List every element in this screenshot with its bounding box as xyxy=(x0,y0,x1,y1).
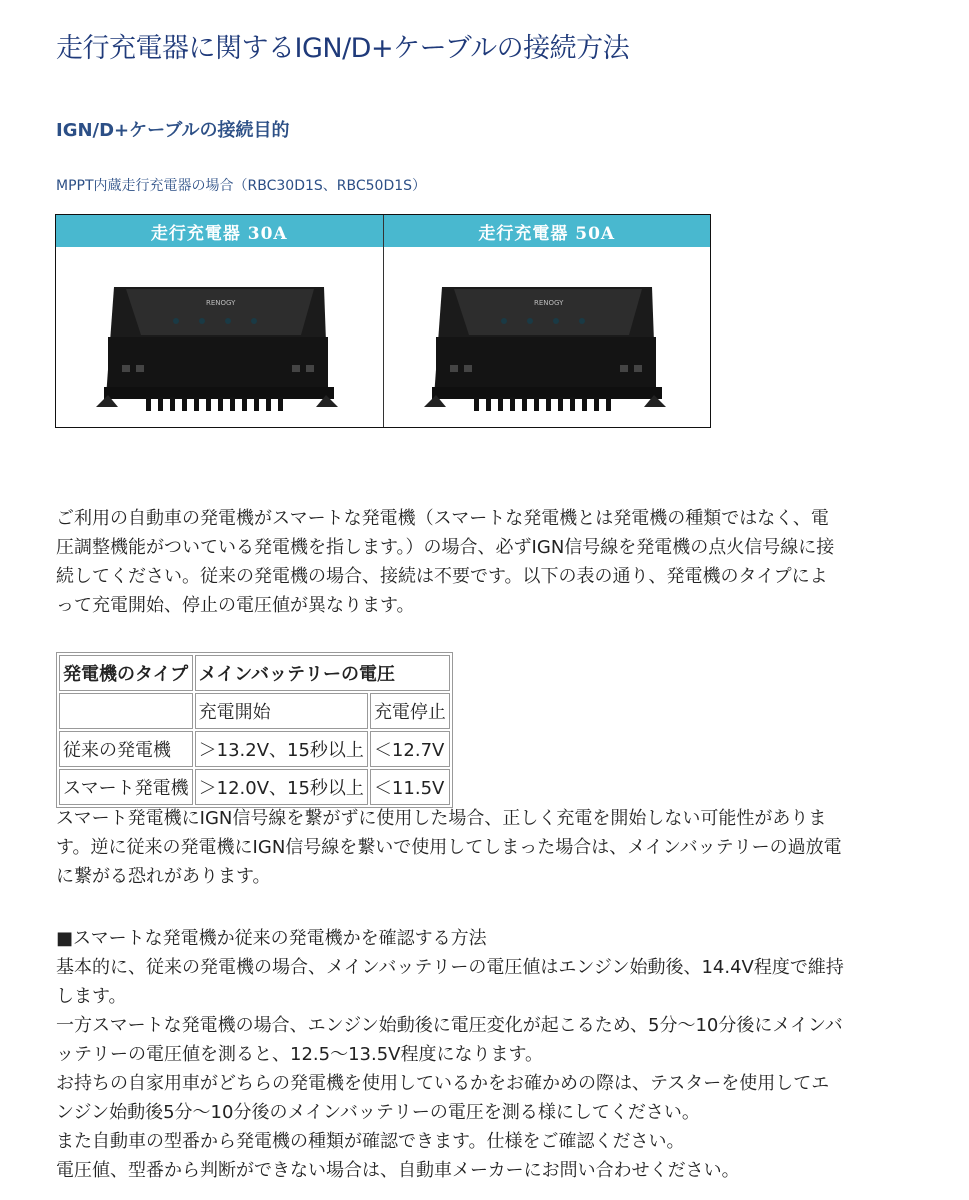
text-line: ご利用の自動車の発電機がスマートな発電機（スマートな発電機とは発電機の種類ではなく、電 xyxy=(56,508,829,529)
text-line: します。 xyxy=(56,986,127,1007)
charger-image xyxy=(384,247,710,427)
text-line: ンジン始動後5分～10分後のメインバッテリーの電圧を測る様にしてください。 xyxy=(56,1102,700,1123)
text-line: 電圧値、型番から判断ができない場合は、自動車メーカーにお問い合わせください。 xyxy=(56,1160,740,1181)
table-cell: スマート発電機 xyxy=(59,769,193,805)
table-cell: 従来の発電機 xyxy=(59,731,193,767)
table-cell: ＞12.0V、15秒以上 xyxy=(195,769,368,805)
charger-device-50a xyxy=(424,287,666,411)
text-line: また自動車の型番から発電機の種類が確認できます。仕様をご確認ください。 xyxy=(56,1131,685,1152)
table-cell: ＜11.5V xyxy=(370,769,450,805)
table-row xyxy=(59,731,450,767)
table-subheader-row xyxy=(59,693,450,729)
table-header-row xyxy=(59,655,450,691)
product-panel-50a xyxy=(383,215,711,427)
text-line: お持ちの自家用車がどちらの発電機を使用しているかをお確かめの際は、テスターを使用してエ xyxy=(56,1073,830,1094)
table-row xyxy=(59,769,450,805)
text-line: って充電開始、停止の電圧値が異なります。 xyxy=(56,595,415,616)
text-line: に繋がる恐れがあります。 xyxy=(56,866,271,887)
warning-paragraph xyxy=(56,804,916,891)
text-line: 圧調整機能がついている発電機を指します。）の場合、必ずIGN信号線を発電機の点火信号線に接 xyxy=(56,537,835,558)
table-cell: 充電開始 xyxy=(195,693,368,729)
table-cell: ＞13.2V、15秒以上 xyxy=(195,731,368,767)
charger-device-30a xyxy=(96,287,338,411)
product-panel-30a xyxy=(56,215,383,427)
product-comparison-figure xyxy=(55,214,711,428)
method-heading: ■スマートな発電機か従来の発電機かを確認する方法 xyxy=(56,928,487,949)
text-line: ッテリーの電圧値を測ると、12.5～13.5V程度になります。 xyxy=(56,1044,544,1065)
panel-label: 走行充電器 50A xyxy=(384,215,711,247)
text-line: 一方スマートな発電機の場合、エンジン始動後に電圧変化が起こるため、5分～10分後にメインバ xyxy=(56,1015,843,1036)
intro-paragraph xyxy=(56,504,916,620)
voltage-spec-table xyxy=(56,652,453,808)
svg-text:RENOGY: RENOGY xyxy=(533,299,563,307)
table-cell: 充電停止 xyxy=(370,693,450,729)
table-cell: ＜12.7V xyxy=(370,731,450,767)
section-subtitle: IGN/D+ケーブルの接続目的 xyxy=(56,120,290,141)
svg-text:RENOGY: RENOGY xyxy=(206,299,236,307)
panel-label: 走行充電器 30A xyxy=(56,215,383,247)
table-header-cell: メインバッテリーの電圧 xyxy=(195,655,450,691)
method-paragraph xyxy=(56,924,916,1185)
figure-caption: MPPT内蔵走行充電器の場合（RBC30D1S、RBC50D1S） xyxy=(56,178,427,194)
table-cell xyxy=(59,693,193,729)
text-line: 基本的に、従来の発電機の場合、メインバッテリーの電圧値はエンジン始動後、14.4V程度で維持 xyxy=(56,957,844,978)
charger-image xyxy=(56,247,382,427)
text-line: 続してください。従来の発電機の場合、接続は不要です。以下の表の通り、発電機のタイプによ xyxy=(56,566,828,587)
table-header-cell: 発電機のタイプ xyxy=(59,655,193,691)
text-line: スマート発電機にIGN信号線を繋がずに使用した場合、正しく充電を開始しない可能性がありま xyxy=(56,808,827,829)
text-line: す。逆に従来の発電機にIGN信号線を繋いで使用してしまった場合は、メインバッテリーの過放電 xyxy=(56,837,842,858)
page-title: 走行充電器に関するIGN/D+ケーブルの接続方法 xyxy=(56,33,630,64)
